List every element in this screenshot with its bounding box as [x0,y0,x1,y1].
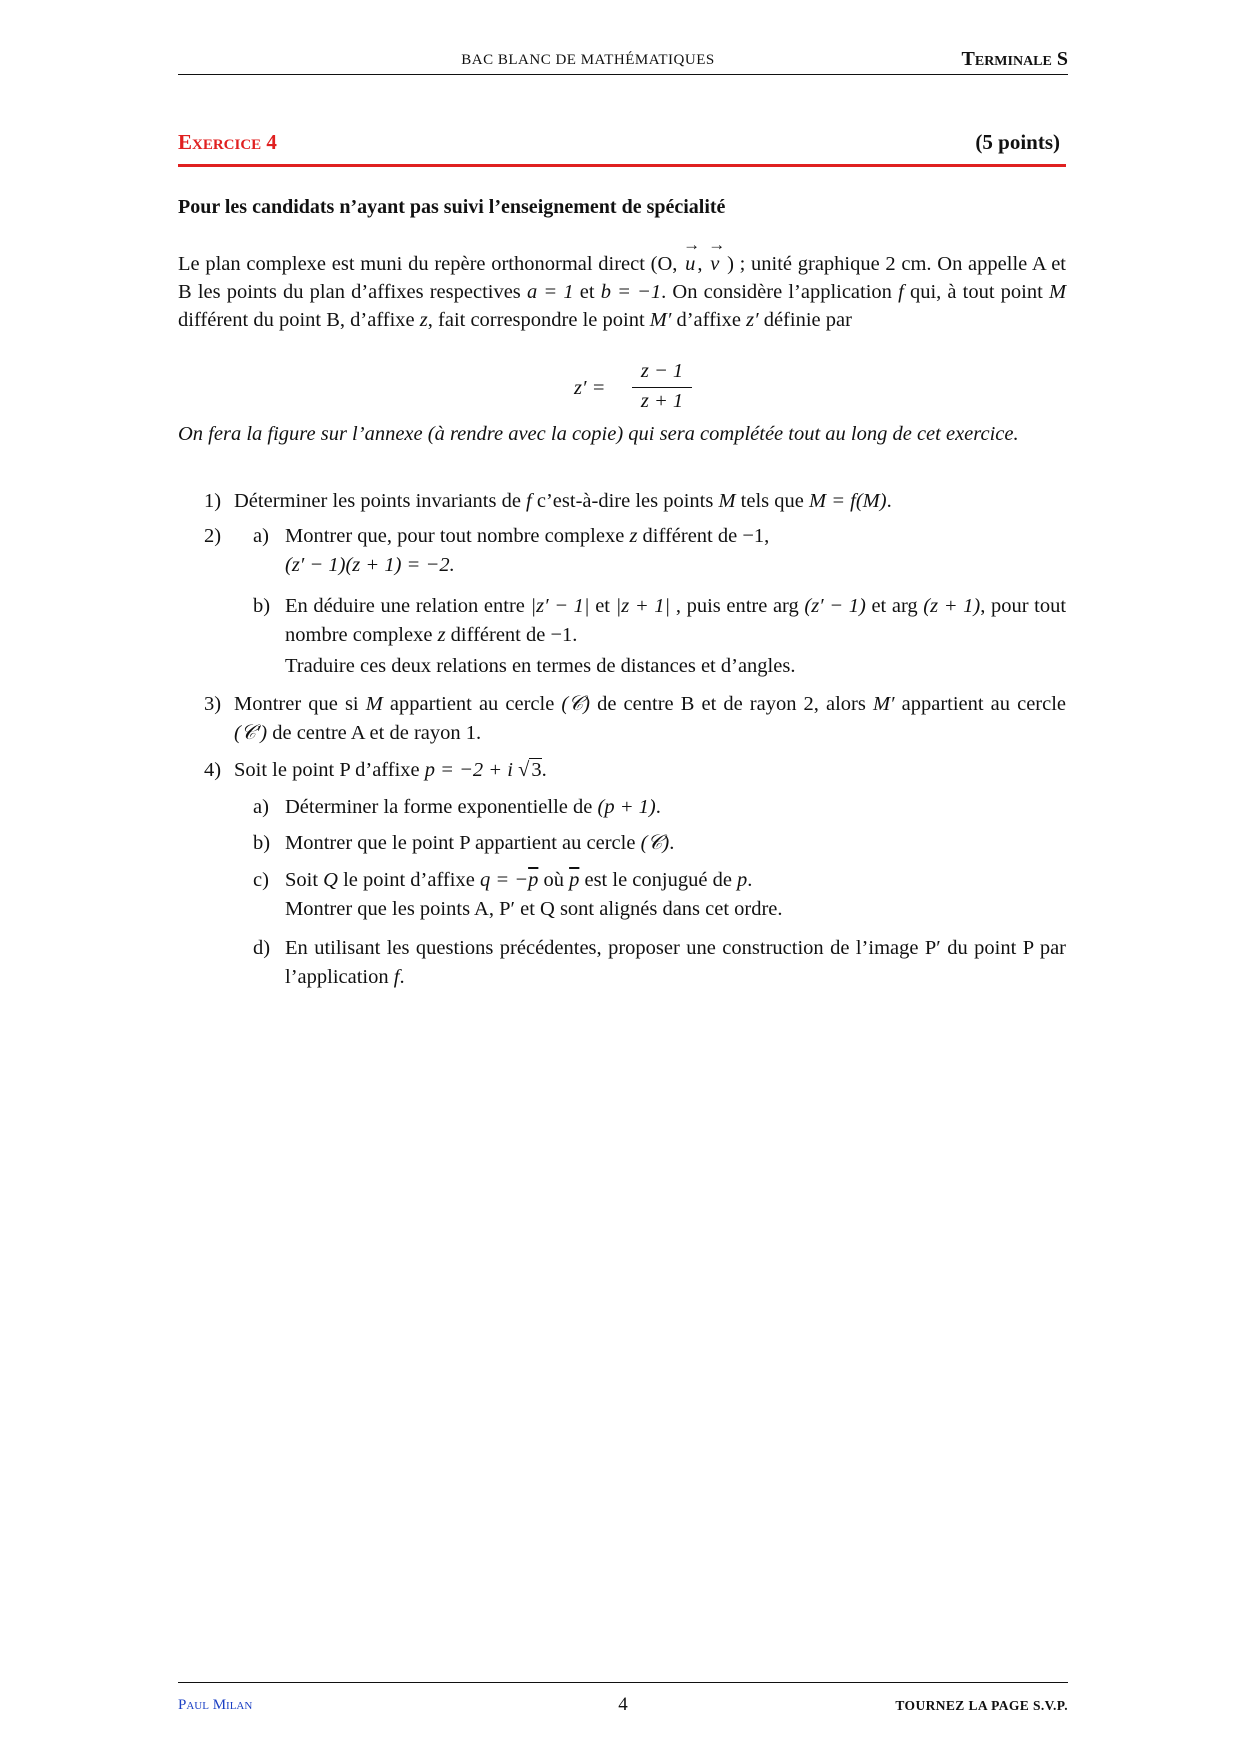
q-text: Montrer que, pour tout nombre complexe [285,525,625,547]
math-eq: (z′ − 1)(z + 1) = −2. [285,554,455,576]
math-Mprime: M′ [649,309,672,331]
math-z: z [629,525,638,547]
math-a: a = 1 [526,281,574,303]
math-Q: Q [323,869,338,891]
question-text [234,487,1066,516]
q-text: , pour tout nombre complexe [285,595,1067,646]
math-arg: (z + 1) [923,595,981,617]
page-header [178,46,1068,75]
question-text [285,522,1066,580]
q-text: différent de −1, [642,525,770,547]
intro-text: différent du point B, d’affixe [178,309,415,331]
math-circle-prime: (𝒞′) [234,722,268,744]
math-f: f [393,966,400,988]
q-text: de centre A et de rayon 1. [272,722,482,744]
q-text: c’est-à-dire les points [536,490,714,512]
math-Mprime: M′ [872,693,895,715]
intro-text: qui, à tout point [909,281,1043,303]
q-text: . [655,796,661,818]
question-text [285,592,1066,681]
q-text: différent de −1. [450,624,578,646]
q-text: Soit [285,869,319,891]
formula-denominator: z + 1 [640,390,684,412]
q-text: appartient au cercle [901,693,1067,715]
math-f: f [898,281,904,303]
q-text: tels que [740,490,804,512]
exercise-subtitle: Pour les candidats n’ayant pas suivi l’enseignement de spécialité [178,196,726,218]
turn-page-note: TOURNEZ LA PAGE S.V.P. [895,1698,1068,1713]
math-eq: M = f(M) [809,490,887,512]
q-text: le point d’affixe [343,869,475,891]
intro-text: Le plan complexe est muni du repère orthonormal direct (O, [178,253,678,275]
header-title: BAC BLANC DE MATHÉMATIQUES [461,52,715,68]
q-text: est le conjugué de [584,869,732,891]
intro-sep: , [697,253,703,275]
q-text: Montrer que si [234,693,359,715]
math-circle: (𝒞) [640,832,670,854]
math-arg: (z′ − 1) [804,595,866,617]
question-number: 1) [204,490,222,512]
q-text: et arg [871,595,918,617]
math-q: q = − [479,869,529,891]
question-text [234,690,1066,748]
formula-fraction [632,360,692,417]
intro-text: d’affixe [676,309,741,331]
question-letter: a) [253,525,269,547]
math-M: M [718,490,736,512]
question-number: 2) [204,525,222,547]
author-name: Paul Milan [178,1697,253,1713]
exercise-points: (5 points) [975,130,1060,154]
q-text: Montrer que le point P appartient au cercle [285,832,636,854]
q-text: Déterminer la forme exponentielle de [285,796,593,818]
math-zprime: z′ [746,309,759,331]
q-text: . [669,832,675,854]
question-text [285,829,1066,858]
q-text: appartient au cercle [389,693,555,715]
question-letter: b) [253,832,271,854]
page-number: 4 [618,1694,628,1715]
question-letter: d) [253,937,271,959]
question-letter: a) [253,796,269,818]
math-p: p [737,869,748,891]
question-number: 3) [204,693,222,715]
q-text: Déterminer les points invariants de [234,490,521,512]
math-z: z [437,624,446,646]
question-text: Soit le point P d’affixe p = −2 + i √3. [234,759,547,781]
intro-text: définie par [763,309,852,331]
math-b: b = −1 [600,281,662,303]
intro-text: . On considère l’application [661,281,892,303]
math-expr: (p + 1) [597,796,656,818]
header-class: Terminale S [961,48,1068,70]
math-z: z [419,309,428,331]
intro-text: ) ; unité graphique 2 cm. On appelle A et B les points du plan d’affixes respectives [178,253,1067,303]
question-letter: c) [253,869,269,891]
q-text: En déduire une relation entre [285,595,525,617]
instruction-text: On fera la figure sur l’annexe (à rendre avec la copie) qui sera complétée tout au long de cet exercice. [178,423,1019,445]
q-text: de centre B et de rayon 2, alors [597,693,866,715]
intro-text: et [579,281,595,303]
q-text: et [595,595,610,617]
math-p: p = −2 + i [424,759,513,781]
page-footer [178,1682,1068,1723]
math-M: M [365,693,383,715]
q-text: où [543,869,564,891]
intro-paragraph [178,250,1066,334]
math-modulus: |z′ − 1| [530,595,590,617]
formula-lhs: z′ = [574,377,606,399]
vector-u: → u [683,250,697,278]
q-text: . [747,869,753,891]
q-text: Soit le point P d’affixe [234,759,420,781]
q-text: Montrer que les points A, P′ et Q sont alignés dans cet ordre. [285,898,783,920]
math-f: f [526,490,532,512]
math-circle: (𝒞) [561,693,591,715]
math-pbar: $\overline{p}$ [528,869,539,891]
intro-text: , fait correspondre le point [427,309,645,331]
question-number: 4) [204,759,222,781]
exercise-heading [178,130,1066,167]
math-pbar: $\overline{p}$ [569,869,580,891]
vector-v: → v [708,250,721,278]
q-text: . [399,966,405,988]
q-text: . [886,490,892,512]
q-text: , puis entre arg [675,595,799,617]
question-text [285,934,1066,992]
q-text: . [541,759,547,781]
math-sqrt: 3 [531,759,542,781]
question-letter: b) [253,595,271,617]
math-modulus: |z + 1| [615,595,671,617]
question-text [285,866,1066,924]
q-text: En utilisant les questions précédentes, proposer une construction de l’image P′ du point P par l’application [285,937,1066,988]
formula-numerator: z − 1 [632,360,692,388]
q-text: Traduire ces deux relations en termes de distances et d’angles. [285,655,796,677]
question-text [285,793,1066,822]
exercise-title: Exercice 4 [178,130,277,154]
math-M: M [1048,281,1067,303]
